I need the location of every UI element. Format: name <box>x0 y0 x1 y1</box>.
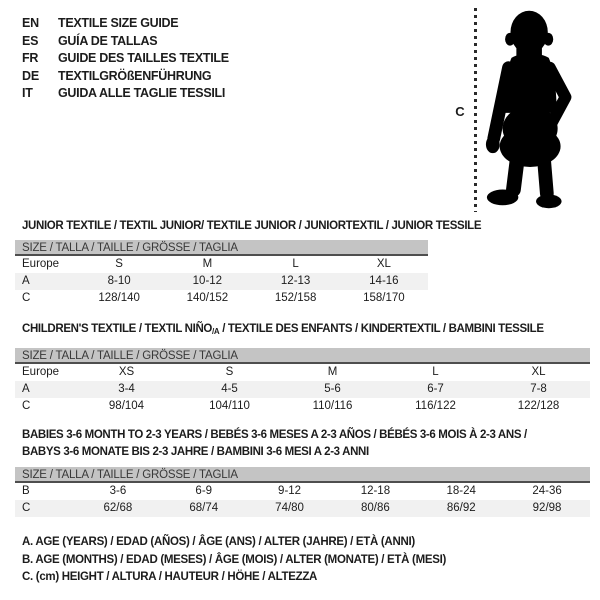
children-section-title <box>22 322 544 339</box>
row-label: A <box>22 383 30 395</box>
table-row-age-months <box>15 483 590 500</box>
row-label: C <box>22 400 31 412</box>
row-label: C <box>22 292 31 304</box>
cell: 12-13 <box>280 275 311 287</box>
cell: XL <box>376 258 391 270</box>
title-part: / TEXTILE DES ENFANTS / KINDERTEXTIL / BAMBINI TESSILE <box>219 323 544 335</box>
lang-code: IT <box>22 86 33 100</box>
cell: 104/110 <box>209 400 250 412</box>
lang-row-en <box>22 15 229 33</box>
row-label: Europe <box>22 366 60 378</box>
row-label: B <box>22 485 30 497</box>
cell: 68/74 <box>189 502 219 514</box>
legend-notes <box>22 534 446 587</box>
cell: 110/116 <box>312 400 353 412</box>
babies-title-line2: BABYS 3-6 MONATE BIS 2-3 JAHRE / BAMBINI 3-6 MESI A 2-3 ANNI <box>22 446 369 458</box>
table-row-height <box>15 398 590 415</box>
cell: 6-7 <box>427 383 444 395</box>
cell: 92/98 <box>532 502 562 514</box>
lang-code: ES <box>22 33 39 48</box>
size-header-bar: SIZE / TALLA / TAILLE / GRÖSSE / TAGLIA <box>15 467 590 483</box>
cell: 3-6 <box>109 485 127 497</box>
cell: 122/128 <box>517 400 560 412</box>
cell: 8-10 <box>107 275 131 287</box>
row-label: A <box>22 275 30 287</box>
cell: 86/92 <box>446 502 476 514</box>
note-height: C. (cm) HEIGHT / ALTURA / HAUTEUR / HÖHE / ALTEZZA <box>22 571 318 583</box>
baby-silhouette <box>481 2 594 212</box>
lang-title: TEXTILGRÖßENFÜHRUNG <box>58 68 212 83</box>
note-age-months: B. AGE (MONTHS) / EDAD (MESES) / ÂGE (MOIS) / ALTER (MONATE) / ETÀ (MESI) <box>22 553 447 566</box>
cell: 152/158 <box>274 292 317 304</box>
table-row-europe <box>15 364 590 381</box>
cell: L <box>292 258 299 270</box>
cell: 6-9 <box>195 485 213 497</box>
note-age-years: A. AGE (YEARS) / EDAD (AÑOS) / ÂGE (ANS) / ALTER (JAHRE) / ETÀ (ANNI) <box>22 536 415 548</box>
cell: M <box>327 366 338 378</box>
cell: 158/170 <box>363 292 405 304</box>
title-part: CHILDREN'S TEXTILE / TEXTIL NIÑO <box>22 323 213 335</box>
cell: 14-16 <box>369 275 399 287</box>
lang-row-it <box>22 85 229 103</box>
language-title-block <box>22 15 229 103</box>
cell: S <box>225 366 234 378</box>
cell: S <box>115 258 123 270</box>
height-measure-label: C <box>455 104 465 119</box>
cell: 62/68 <box>103 502 133 514</box>
cell: 24-36 <box>532 485 562 497</box>
cell: 9-12 <box>278 485 302 497</box>
cell: 7-8 <box>530 383 547 395</box>
lang-title: TEXTILE SIZE GUIDE <box>58 16 179 30</box>
babies-section-title <box>22 427 527 461</box>
table-row-age <box>15 381 590 398</box>
cell: XL <box>531 366 546 378</box>
size-header-bar: SIZE / TALLA / TAILLE / GRÖSSE / TAGLIA <box>15 348 590 364</box>
height-measure-dotted-line <box>474 8 477 212</box>
lang-row-fr <box>22 50 229 68</box>
junior-size-table <box>15 240 428 307</box>
junior-section-title: JUNIOR TEXTILE / TEXTIL JUNIOR/ TEXTILE JUNIOR / JUNIORTEXTIL / JUNIOR TESSILE <box>22 220 482 232</box>
cell: 4-5 <box>221 383 238 395</box>
lang-title: GUÍA DE TALLAS <box>58 33 158 48</box>
row-label: Europe <box>22 258 60 270</box>
cell: 128/140 <box>98 292 140 304</box>
cell: 3-4 <box>118 383 135 395</box>
cell: L <box>432 366 439 378</box>
cell: 74/80 <box>275 502 304 514</box>
table-row-age <box>15 273 428 290</box>
cell: 140/152 <box>186 292 229 304</box>
table-row-europe <box>15 256 428 273</box>
table-row-height <box>15 290 428 307</box>
lang-code: DE <box>22 68 39 83</box>
cell: 116/122 <box>415 400 456 412</box>
lang-row-de <box>22 68 229 86</box>
title-subscript: /A <box>212 327 220 336</box>
lang-row-es <box>22 33 229 51</box>
size-header-bar: SIZE / TALLA / TAILLE / GRÖSSE / TAGLIA <box>15 240 428 256</box>
row-label: C <box>22 502 31 514</box>
lang-title: GUIDA ALLE TAGLIE TESSILI <box>58 86 226 100</box>
children-size-table <box>15 348 590 415</box>
table-row-height <box>15 500 590 517</box>
cell: 10-12 <box>192 275 223 287</box>
cell: M <box>202 258 213 270</box>
cell: 98/104 <box>108 400 145 412</box>
cell: 12-18 <box>360 485 391 497</box>
cell: 80/86 <box>361 502 390 514</box>
lang-title: GUIDE DES TAILLES TEXTILE <box>58 51 229 65</box>
lang-code: FR <box>22 51 39 65</box>
babies-size-table <box>15 467 590 517</box>
cell: 5-6 <box>324 383 341 395</box>
cell: 18-24 <box>446 485 476 497</box>
cell: XS <box>118 366 135 378</box>
babies-title-line1: BABIES 3-6 MONTH TO 2-3 YEARS / BEBÉS 3-6 MESES A 2-3 AÑOS / BÉBÉS 3-6 MOIS À 2-3 ANS / <box>22 429 527 441</box>
lang-code: EN <box>22 16 39 30</box>
